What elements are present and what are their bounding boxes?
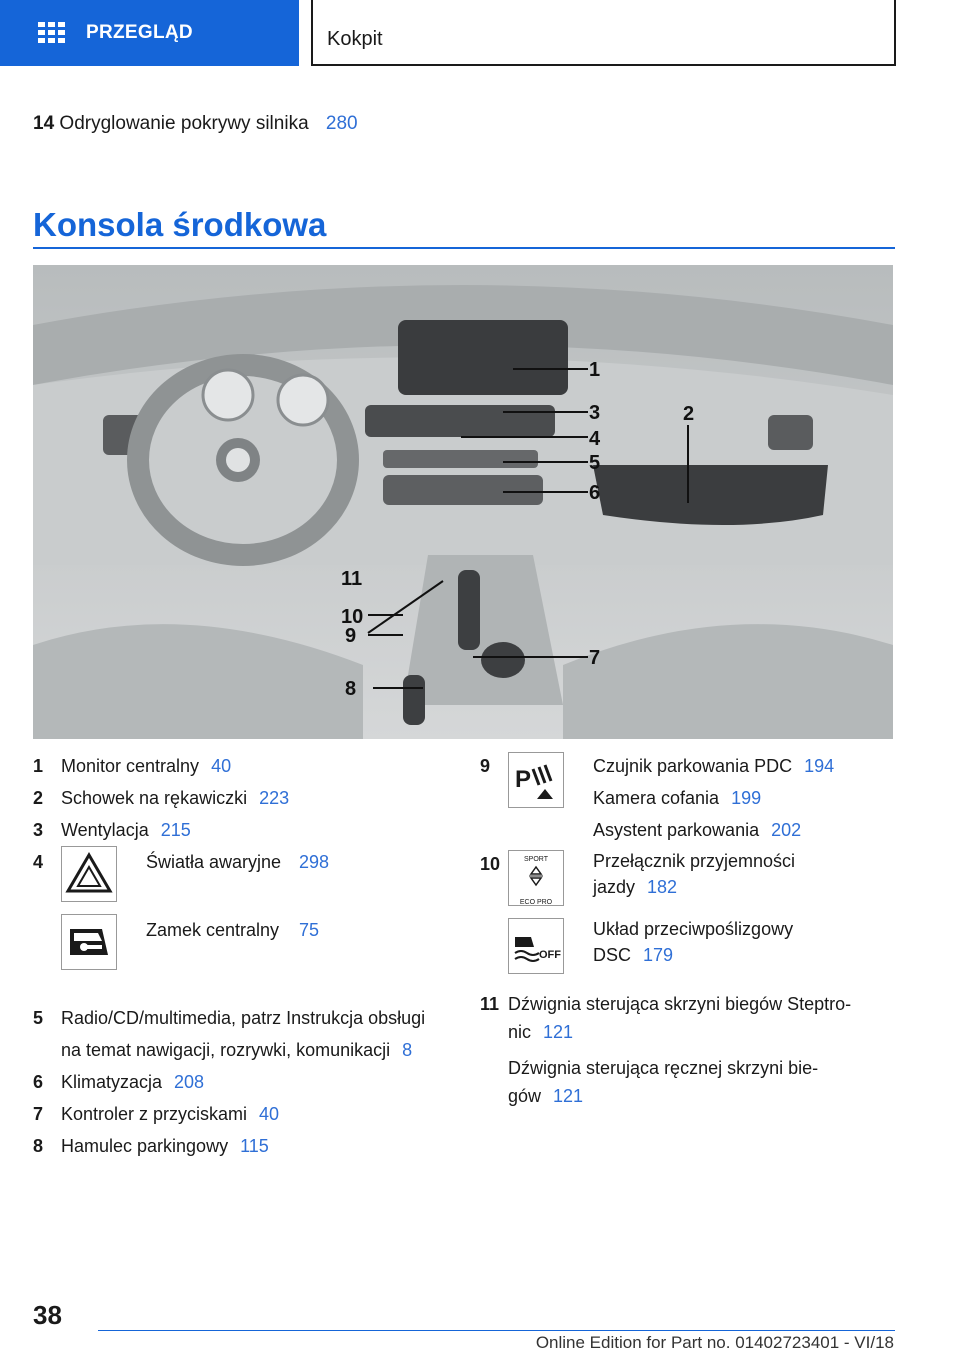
list-item: 10 SPORT ECO PRO Przełącznik przyjemności jazdy 182 [480, 851, 796, 906]
list-item: OFF Układ przeciwpoślizgowy DSC 179 [480, 916, 895, 990]
driving-experience-switch-icon: SPORT ECO PRO [508, 850, 564, 906]
chapter-tab-label: Kokpit [327, 28, 383, 50]
callout-10: 10 [341, 606, 364, 628]
page-link[interactable]: 121 [543, 1022, 574, 1042]
callout-7: 7 [589, 647, 601, 669]
intro-item-text: Odryglowanie pokrywy silnika [59, 113, 309, 134]
list-item: 5 Radio/CD/multimedia, patrz Instrukcja obsługi na temat nawigacji, rozrywki, komunikacji 8 [33, 1008, 426, 1060]
dsc-off-icon: OFF [508, 918, 564, 974]
page-link[interactable]: 298 [299, 852, 330, 872]
list-item: Dźwignia sterująca ręcznej skrzyni bie- gów 121 [508, 1058, 819, 1106]
cockpit-illustration [33, 265, 893, 739]
callout-11: 11 [341, 568, 363, 590]
page-number: 38 [33, 1300, 62, 1330]
page-link[interactable]: 202 [771, 820, 802, 840]
list-item: 11 Dźwignia sterująca skrzyni biegów Steptro- nic 121 [480, 994, 852, 1042]
list-item: 4 Światła awaryjne 298 [33, 846, 453, 914]
section-tab-overview[interactable] [0, 0, 299, 66]
list-item: 2 Schowek na rękawiczki 223 [33, 788, 290, 808]
callout-4: 4 [589, 428, 601, 450]
page-link[interactable]: 199 [731, 788, 762, 808]
list-item: 6 Klimatyzacja 208 [33, 1072, 205, 1092]
svg-text:P: P [515, 766, 532, 793]
chapter-tab[interactable] [311, 0, 896, 66]
page-link[interactable]: 208 [174, 1072, 205, 1092]
page-link[interactable]: 8 [402, 1040, 413, 1060]
page-link[interactable]: 215 [160, 820, 191, 840]
callout-3: 3 [589, 402, 601, 424]
list-item: 7 Kontroler z przyciskami 40 [33, 1104, 280, 1124]
section-title-rule [33, 247, 895, 249]
intro-item-page-link[interactable]: 280 [325, 113, 358, 134]
callout-2: 2 [683, 403, 695, 425]
callout-9: 9 [345, 625, 357, 647]
section-tab-label: PRZEGLĄD [86, 22, 193, 43]
page-link[interactable]: 194 [804, 756, 835, 776]
hazard-warning-icon [61, 846, 117, 902]
list-item: 3 Wentylacja 215 [33, 820, 191, 840]
page-link[interactable]: 115 [240, 1136, 269, 1156]
grid-menu-icon [38, 22, 66, 44]
list-item: Zamek centralny 75 [33, 914, 453, 1002]
callout-6: 6 [589, 482, 601, 504]
page-link[interactable]: 179 [643, 945, 674, 965]
intro-item-number: 14 [33, 113, 55, 134]
page-link[interactable]: 223 [259, 788, 290, 808]
callout-5: 5 [589, 452, 601, 474]
list-item: 9 P Czujnik parkowania PDC 194 Kamera cofania 199 Asystent parkowania 202 [480, 750, 895, 848]
callout-8: 8 [345, 678, 357, 700]
page-link[interactable]: 75 [299, 920, 320, 940]
list-item: 8 Hamulec parkingowy 115 [33, 1136, 269, 1156]
legend-list-right [480, 750, 895, 1118]
section-title: Konsola środkowa [33, 206, 327, 243]
footer-rule [98, 1330, 895, 1331]
callout-1: 1 [589, 359, 601, 381]
legend-list-left [33, 750, 453, 1162]
page-link[interactable]: 182 [647, 877, 678, 897]
pdc-parking-icon [508, 752, 564, 808]
page-link[interactable]: 121 [553, 1086, 584, 1106]
cockpit-drawing [33, 265, 893, 739]
central-lock-icon [61, 914, 117, 970]
page-link[interactable]: 40 [259, 1104, 280, 1124]
edition-text: Online Edition for Part no. 01402723401 - VI/18 [535, 1333, 894, 1352]
intro-item [33, 113, 358, 135]
list-item: 1 Monitor centralny 40 [33, 756, 232, 776]
page-link[interactable]: 40 [211, 756, 232, 776]
